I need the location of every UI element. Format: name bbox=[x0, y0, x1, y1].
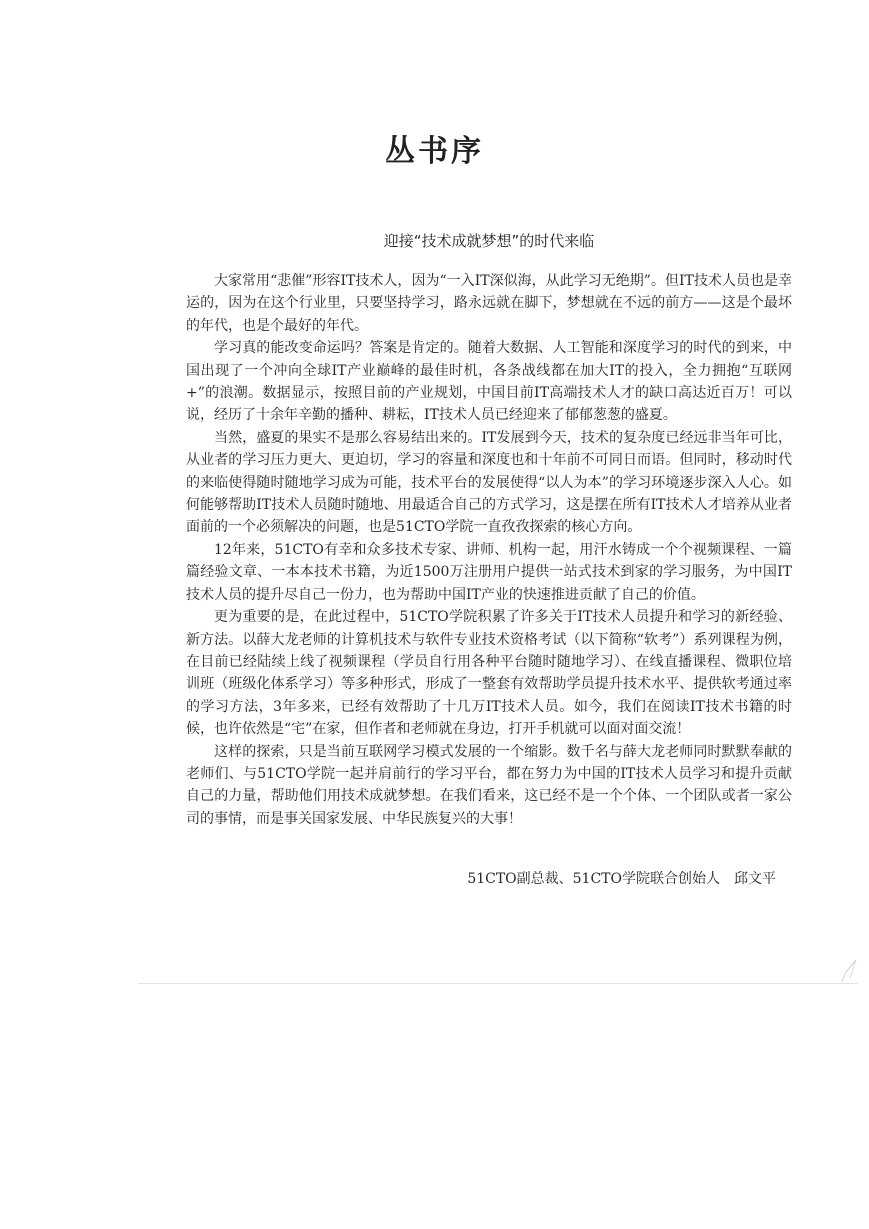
corner-mark-icon bbox=[838, 958, 860, 984]
paragraph: 学习真的能改变命运吗？答案是肯定的。随着大数据、人工智能和深度学习的时代的到来，中国出现了一个冲向全球IT产业巅峰的最佳时机，各条战线都在加大IT的投入，全力拥抱“互联网+”的浪潮。数据显示，按照目前的产业规划，中国目前IT高端技术人才的缺口高达近百万！可以说，经历了十余年辛勤的播种、耕耘，IT技术人员已经迎来了郁郁葱葱的盛夏。 bbox=[186, 340, 792, 424]
paragraph: 这样的探索，只是当前互联网学习模式发展的一个缩影。数千名与薛大龙老师同时默默奉献的老师们、与51CTO学院一起并肩前行的学习平台，都在努力为中国的IT技术人员学习和提升贡献自己的力量，帮助他们用技术成就梦想。在我们看来，这已经不是一个个体、一个团队或者一家公司的事情，而是事关国家发展、中华民族复兴的大事！ bbox=[186, 743, 792, 827]
paragraph: 12年来，51CTO有幸和众多技术专家、讲师、机构一起，用汗水铸成一个个视频课程、一篇篇经验文章、一本本技术书籍，为近1500万注册用户提供一站式技术到家的学习服务，为中国IT技术人员的提升尽自己一份力，也为帮助中国IT产业的快速推进贡献了自己的价值。 bbox=[186, 541, 792, 603]
page-divider bbox=[138, 983, 858, 984]
page-title: 丛书序 bbox=[385, 134, 484, 169]
section-subtitle: 迎接“技术成就梦想”的时代来临 bbox=[383, 232, 595, 250]
author-signature: 51CTO副总裁、51CTO学院联合创始人 邱文平 bbox=[467, 871, 776, 887]
preface-body bbox=[186, 270, 792, 830]
paragraph: 大家常用“悲催”形容IT技术人，因为“一入IT深似海，从此学习无绝期”。但IT技术人员也是幸运的，因为在这个行业里，只要坚持学习，路永远就在脚下，梦想就在不远的前方——这是个最坏的年代，也是个最好的年代。 bbox=[186, 273, 792, 334]
paragraph: 当然，盛夏的果实不是那么容易结出来的。IT发展到今天，技术的复杂度已经远非当年可比，从业者的学习压力更大、更迫切，学习的容量和深度也和十年前不可同日而语。但同时，移动时代的来临使得随时随地学习成为可能，技术平台的发展使得“以人为本”的学习环境逐步深入人心。如何能够帮助IT技术人员随时随地、用最适合自己的方式学习，这是摆在所有IT技术人才培养从业者面前的一个必须解决的问题，也是51CTO学院一直孜孜探索的核心方向。 bbox=[186, 429, 792, 536]
paragraph: 更为重要的是，在此过程中，51CTO学院积累了许多关于IT技术人员提升和学习的新经验、新方法。以薛大龙老师的计算机技术与软件专业技术资格考试（以下简称“软考”）系列课程为例，在目前已经陆续上线了视频课程（学员自行用各种平台随时随地学习）、在线直播课程、微职位培训班（班级化体系学习）等多种形式，形成了一整套有效帮助学员提升技术水平、提供软考通过率的学习方法，3年多来，已经有效帮助了十几万IT技术人员。如今，我们在阅读IT技术书籍的时候，也许依然是“宅”在家，但作者和老师就在身边，打开手机就可以面对面交流！ bbox=[186, 609, 792, 738]
